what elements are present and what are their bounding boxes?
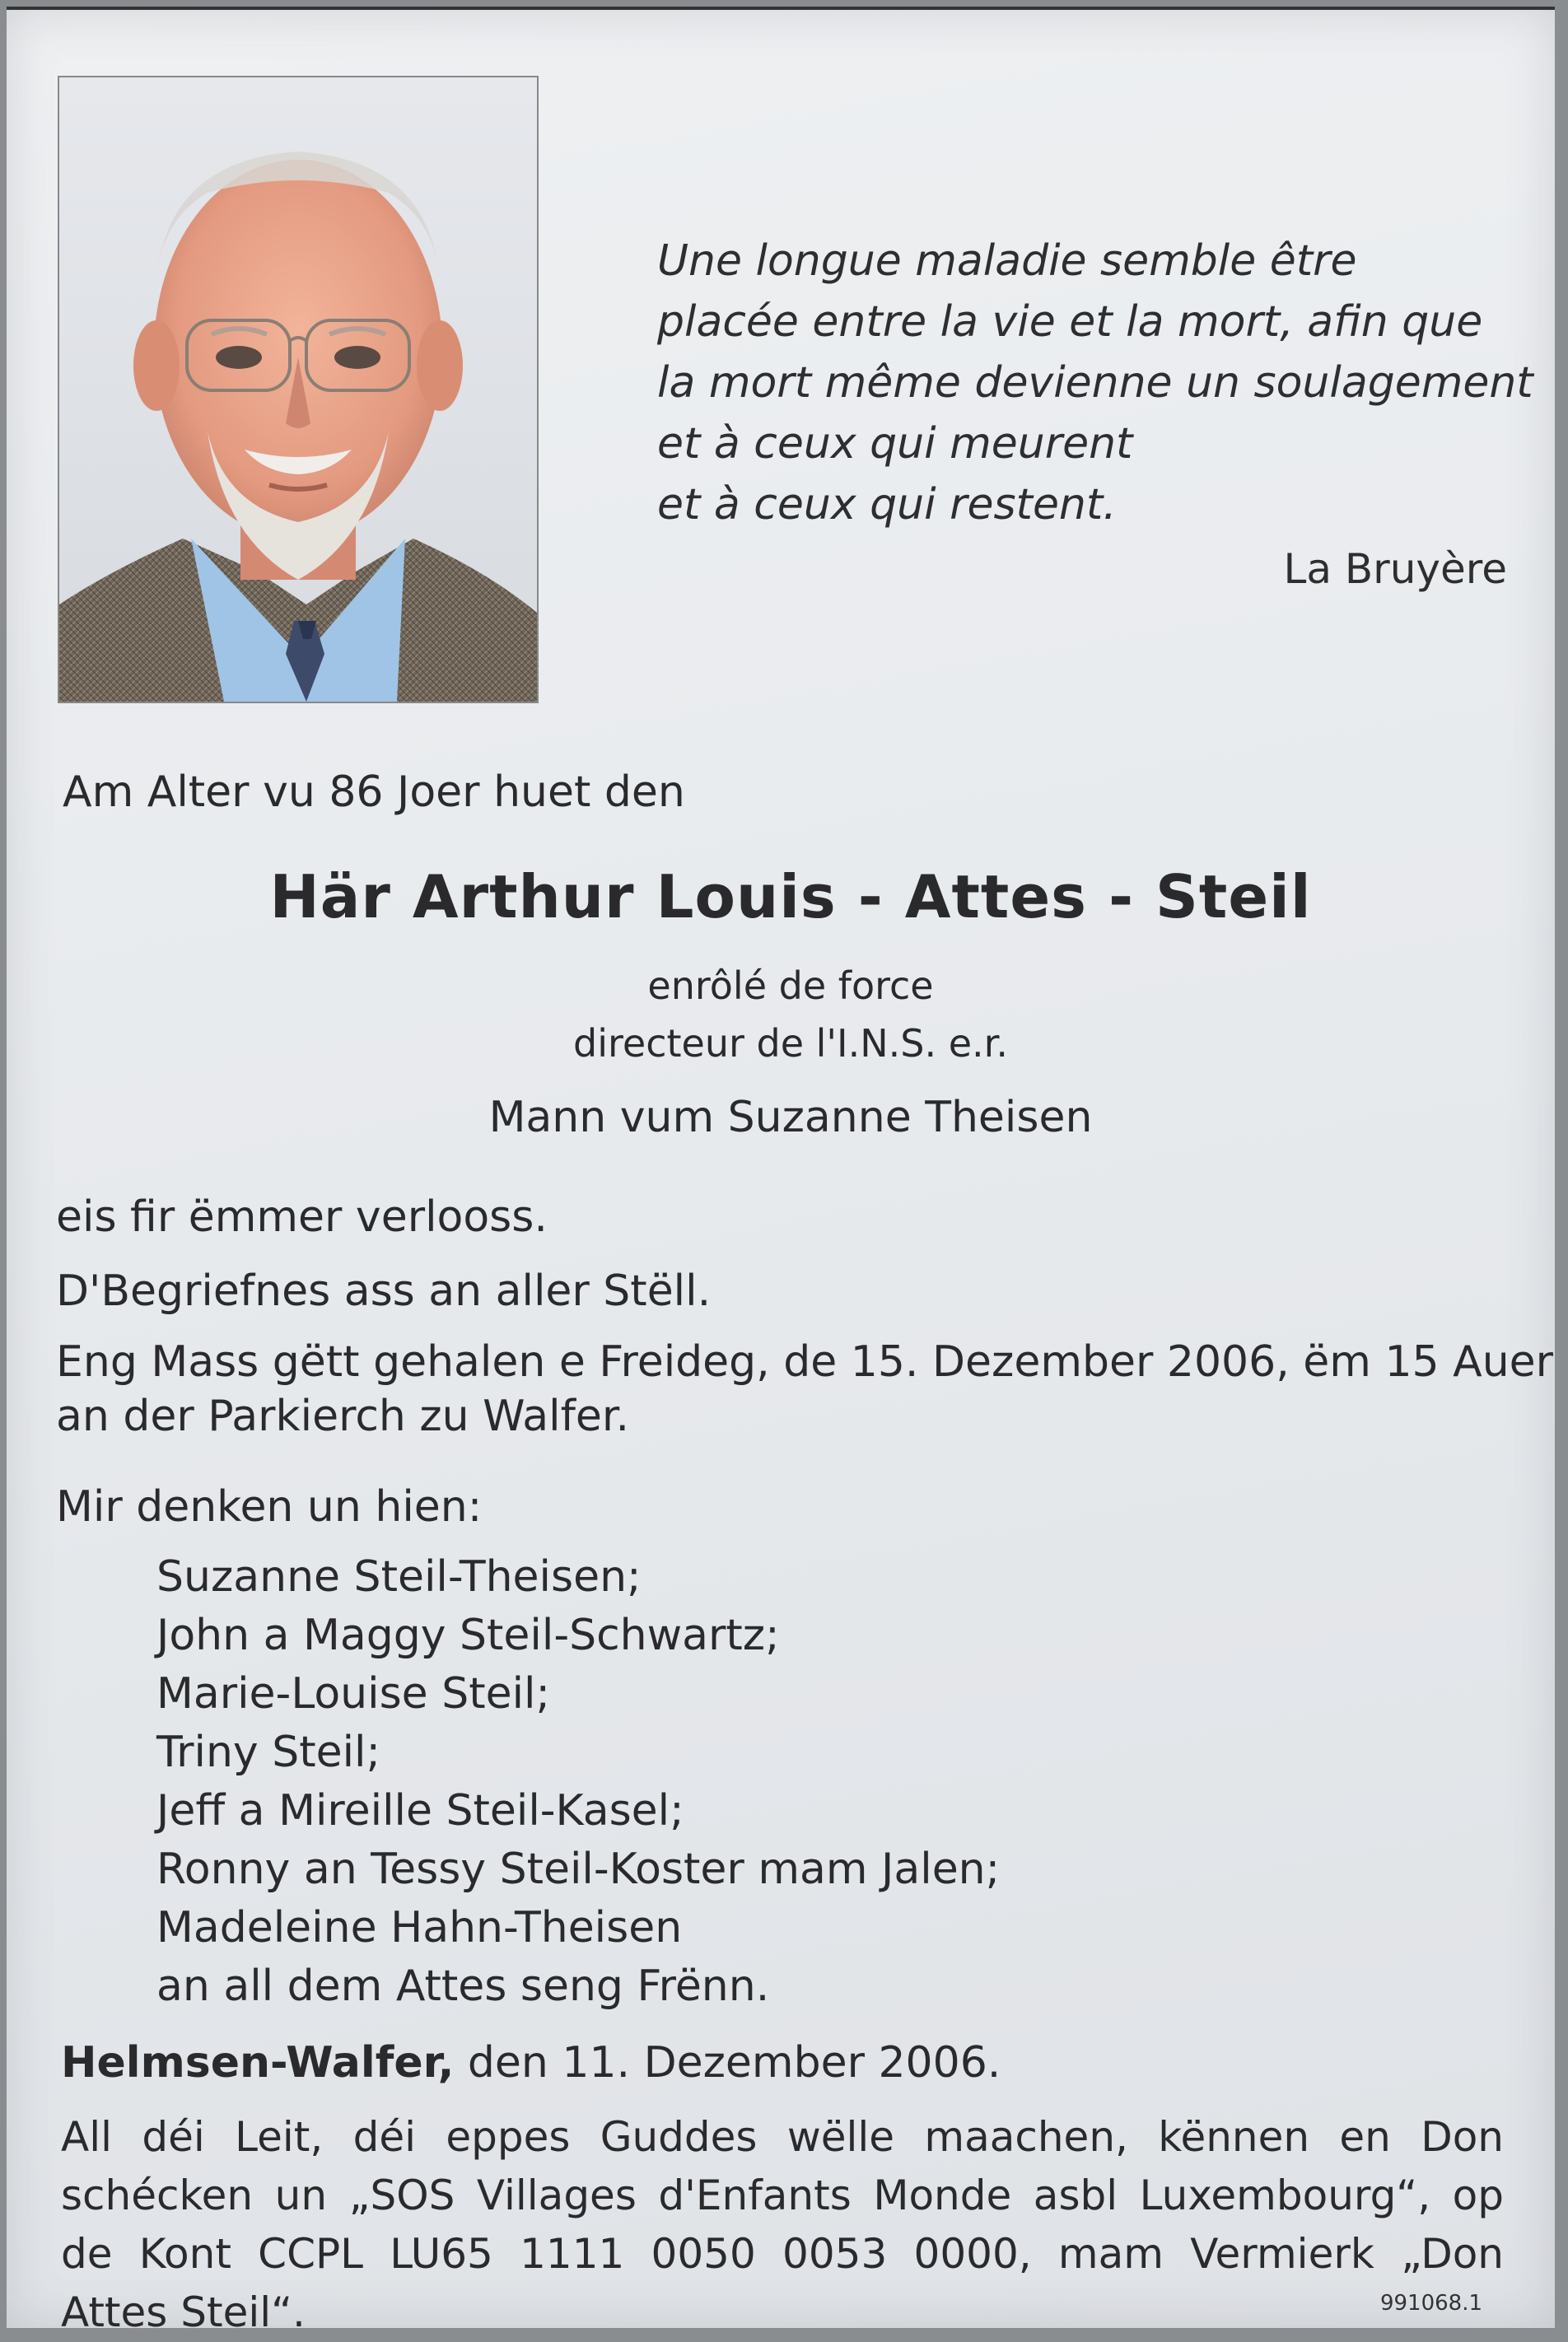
donation-notice — [61, 2108, 1504, 2342]
list-item: John a Maggy Steil-Schwartz; — [156, 1611, 780, 1660]
deceased-title-2: directeur de l'I.N.S. e.r. — [573, 1021, 1008, 1066]
quote-line: placée entre la vie et la mort, afin que — [657, 297, 1483, 347]
signoff-date: den 11. Dezember 2006. — [467, 2038, 1001, 2088]
burial-text: D'Begriefnes ass an aller Stëll. — [56, 1267, 712, 1316]
passing-text: eis fir ëmmer verlooss. — [56, 1192, 548, 1242]
portrait-photo — [58, 76, 539, 703]
list-item: Jeff a Mireille Steil-Kasel; — [156, 1786, 684, 1836]
deceased-spouse: Mann vum Suzanne Theisen — [488, 1093, 1093, 1142]
list-item: Triny Steil; — [156, 1728, 381, 1777]
signoff-place: Helmsen-Walfer, — [61, 2038, 455, 2088]
list-item: Ronny an Tessy Steil-Koster mam Jalen; — [156, 1845, 1001, 1894]
deceased-name: Här Arthur Louis - Attes - Steil — [269, 862, 1312, 931]
portrait-image — [59, 77, 537, 702]
relatives-list — [156, 1548, 1000, 2016]
quote-line: et à ceux qui restent. — [657, 480, 1117, 530]
deceased-title-1: enrôlé de force — [647, 963, 934, 1008]
donation-line: All déi Leit, déi eppes Guddes wëlle maachen, kënnen en Don — [61, 2113, 1504, 2161]
quote-line: la mort même devienne un soulagement — [657, 358, 1533, 408]
quote-line: Une longue maladie semble être — [657, 236, 1357, 286]
list-item: Madeleine Hahn-Theisen — [156, 1903, 683, 1952]
signoff — [61, 2038, 1001, 2088]
quote-line: et à ceux qui meurent — [657, 419, 1133, 469]
intro-text: Am Alter vu 86 Joer huet den — [63, 767, 685, 817]
list-item: an all dem Attes seng Frënn. — [156, 1962, 770, 2011]
mass-text-line-1: Eng Mass gëtt gehalen e Freideg, de 15. Dezember 2006, ëm 15 Auer — [56, 1337, 1554, 1387]
epigraph-quote — [657, 231, 1533, 535]
quote-author: La Bruyère — [1283, 545, 1507, 593]
mourners-intro: Mir denken un hien: — [56, 1482, 483, 1532]
donation-line: schécken un „SOS Villages d'Enfants Monde asbl Luxembourg“, op — [61, 2172, 1504, 2219]
donation-line: Attes Steil“. — [61, 2288, 306, 2336]
reference-number: 991068.1 — [1379, 2291, 1482, 2316]
mass-text-line-2: an der Parkierch zu Walfer. — [56, 1392, 630, 1441]
list-item: Marie-Louise Steil; — [156, 1669, 551, 1719]
list-item: Suzanne Steil-Theisen; — [156, 1552, 642, 1602]
donation-line: de Kont CCPL LU65 1111 0050 0053 0000, mam Vermierk „Don — [61, 2230, 1504, 2278]
obituary-notice — [7, 7, 1555, 2336]
